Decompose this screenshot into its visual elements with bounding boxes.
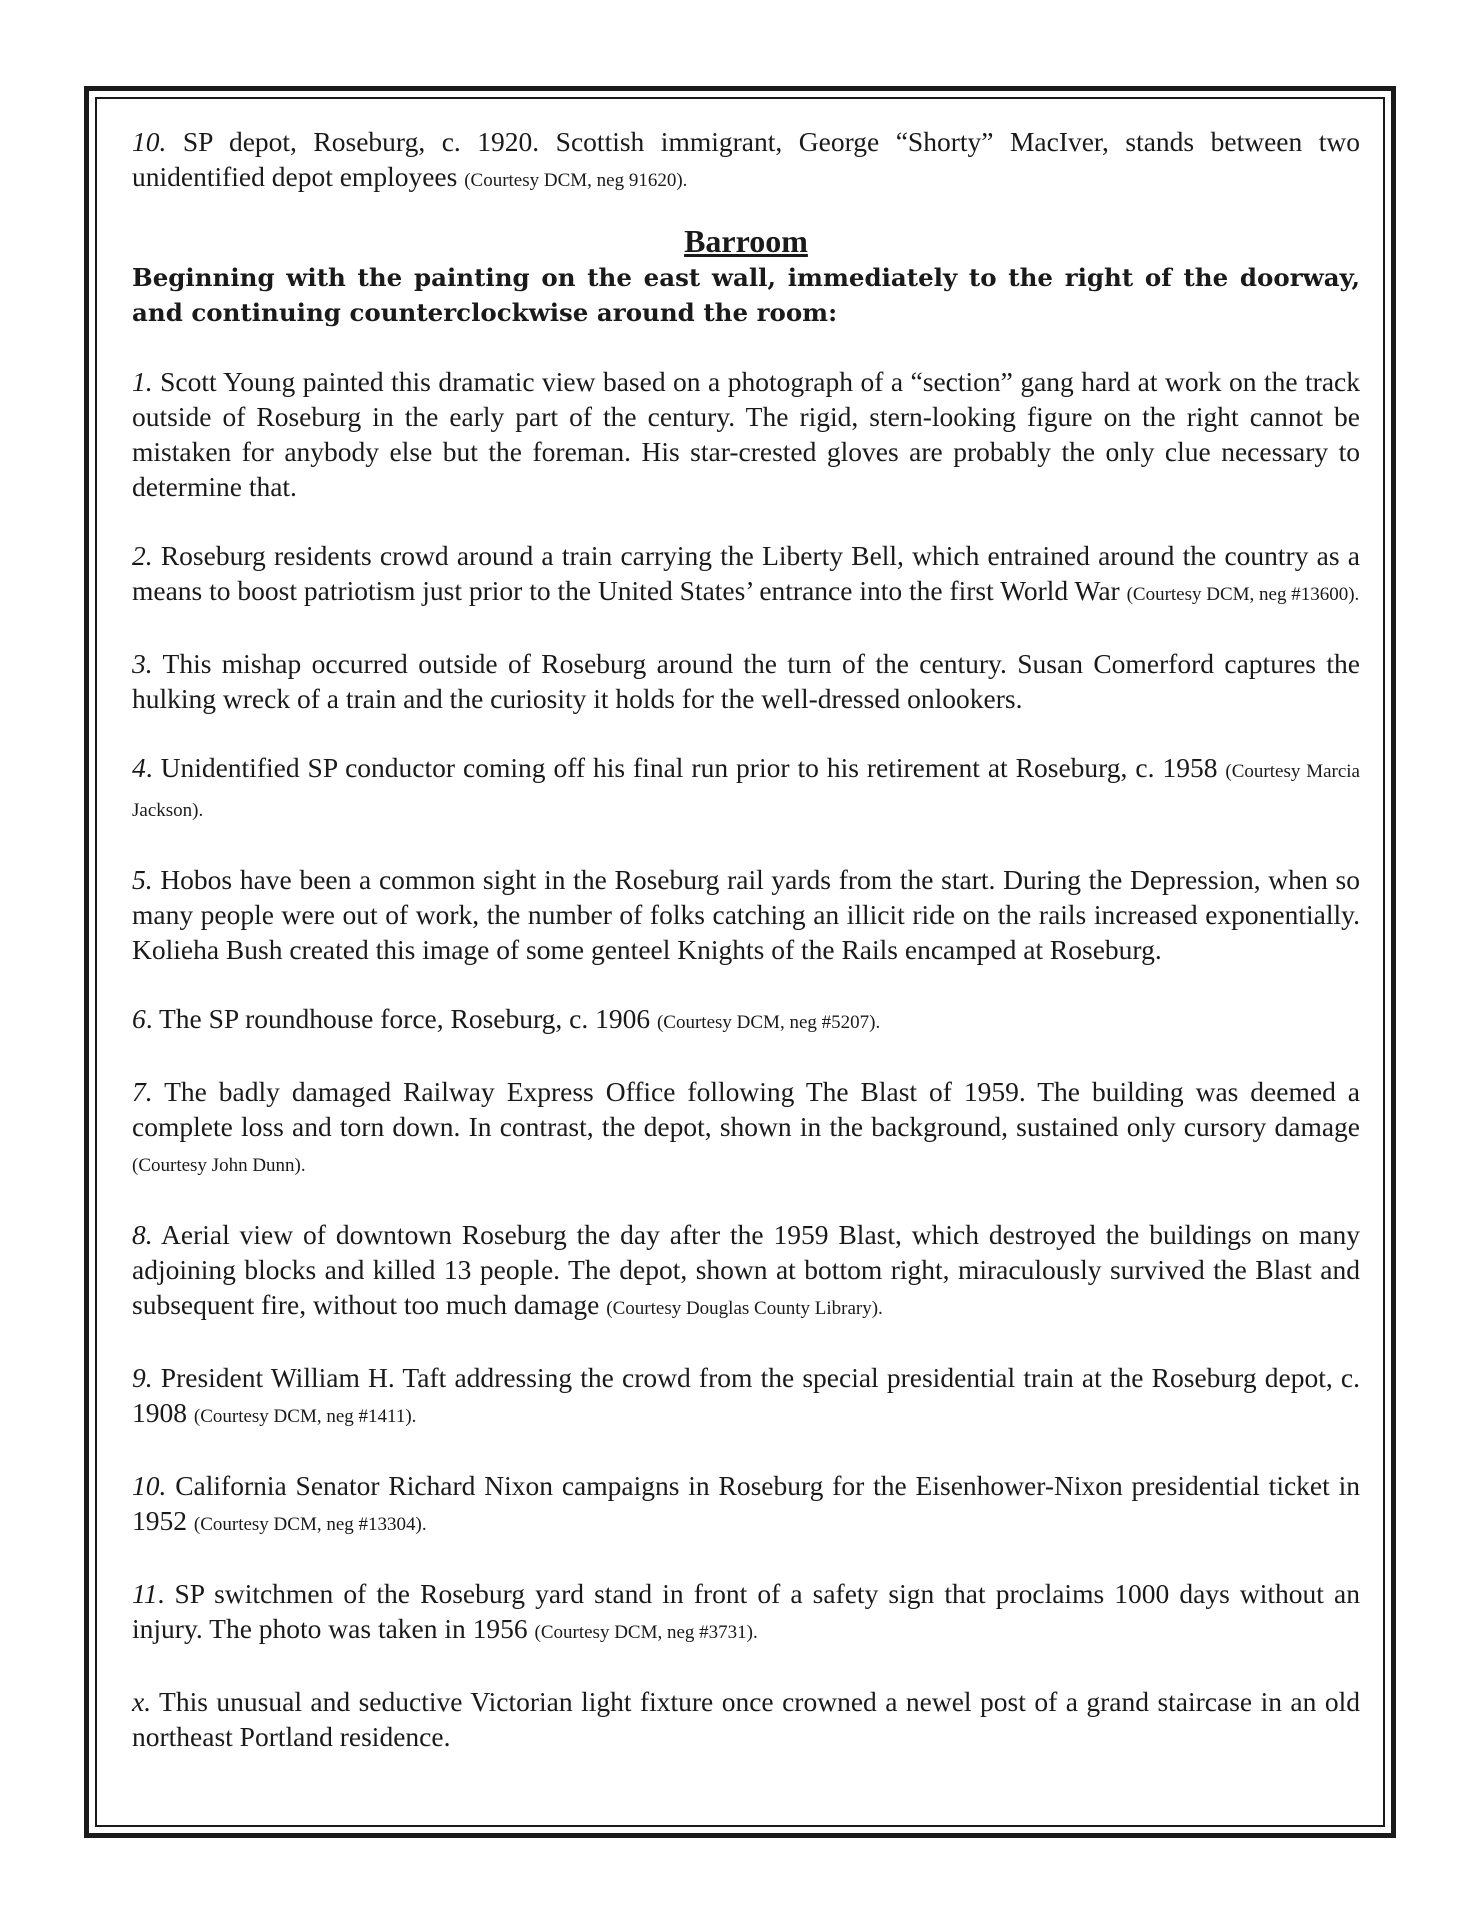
entry-number: x. xyxy=(132,1686,152,1717)
page-content xyxy=(132,124,1360,1788)
caption-entry xyxy=(132,750,1360,828)
entry-credit: (Courtesy DCM, neg 91620). xyxy=(464,170,688,191)
entry-text: Roseburg residents crowd around a train carrying the Liberty Bell, which entrained around the country as a means to boost patriotism just prior to the United States’ entrance into the first World War xyxy=(132,540,1360,606)
entry-credit: (Courtesy DCM, neg #1411). xyxy=(193,1406,417,1427)
entry-text: Hobos have been a common sight in the Roseburg rail yards from the start. During the Depression, when so many people were out of work, the number of folks catching an illicit ride on the rails increased exponentially. Kolieha Bush created this image of some genteel Knights of the Rails encamped at Roseburg. xyxy=(132,864,1360,965)
entry-credit: (Courtesy DCM, neg #13600). xyxy=(1126,584,1360,605)
caption-entry xyxy=(132,646,1360,716)
entry-number: 6 xyxy=(132,1003,146,1034)
caption-list xyxy=(132,364,1360,1754)
entry-text: . SP switchmen of the Roseburg yard stand in front of a safety sign that proclaims 1000 days without an injury. The photo was taken in 1956 xyxy=(132,1578,1360,1644)
entry-number: 9. xyxy=(132,1362,153,1393)
caption-entry xyxy=(132,1360,1360,1434)
entry-credit: (Courtesy Douglas County Library). xyxy=(606,1298,883,1319)
entry-text: California Senator Richard Nixon campaigns in Roseburg for the Eisenhower-Nixon presidential ticket in 1952 xyxy=(132,1470,1360,1536)
caption-entry xyxy=(132,1074,1360,1183)
caption-entry xyxy=(132,1001,1360,1040)
caption-entry xyxy=(132,364,1360,504)
caption-entry xyxy=(132,1576,1360,1650)
entry-text: This unusual and seductive Victorian light fixture once crowned a newel post of a grand staircase in an old northeast Portland residence. xyxy=(132,1686,1360,1752)
entry-credit: (Courtesy DCM, neg #3731). xyxy=(534,1622,758,1643)
entry-number: 10. xyxy=(132,1470,167,1501)
caption-entry xyxy=(132,1684,1360,1754)
entry-text: Aerial view of downtown Roseburg the day after the 1959 Blast, which destroyed the buildings on many adjoining blocks and killed 13 people. The depot, shown at bottom right, miraculously survived the Blast and subsequent fire, without too much damage xyxy=(132,1219,1360,1320)
caption-entry xyxy=(132,1217,1360,1326)
entry-text: . The SP roundhouse force, Roseburg, c. 1906 xyxy=(145,1003,657,1034)
entry-text: Scott Young painted this dramatic view based on a photograph of a “section” gang hard at work on the track outside of Roseburg in the early part of the century. The rigid, stern-looking figure on the right cannot be mistaken for anybody else but the foreman. His star-crested gloves are probably the only clue necessary to determine that. xyxy=(132,366,1360,502)
entry-credit: (Courtesy DCM, neg #13304). xyxy=(193,1514,427,1535)
entry-number: 5. xyxy=(132,864,153,895)
caption-entry xyxy=(132,1468,1360,1542)
entry-credit: (Courtesy Marcia Jackson). xyxy=(132,761,1360,821)
entry-number: 1. xyxy=(132,366,153,397)
entry-credit: (Courtesy DCM, neg #5207). xyxy=(656,1012,881,1033)
entry-number: 4 xyxy=(132,752,146,783)
top-entry xyxy=(132,124,1360,198)
entry-text: This mishap occurred outside of Roseburg around the turn of the century. Susan Comerford captures the hulking wreck of a train and the curiosity it holds for the well-dressed onlookers. xyxy=(132,648,1360,714)
entry-number: 7. xyxy=(132,1076,153,1107)
caption-entry xyxy=(132,862,1360,967)
caption-entry xyxy=(132,538,1360,612)
entry-text: . Unidentified SP conductor coming off his final run prior to his retirement at Roseburg, c. 1958 xyxy=(145,752,1226,783)
entry-text: The badly damaged Railway Express Office following The Blast of 1959. The building was deemed a complete loss and torn down. In contrast, the depot, shown in the background, sustained only cursory damage xyxy=(132,1076,1360,1142)
entry-number: 2. xyxy=(132,540,153,571)
section-title: Barroom xyxy=(684,223,808,259)
entry-number: 11 xyxy=(132,1578,158,1609)
entry-number: 3. xyxy=(132,648,153,679)
entry-number: 8. xyxy=(132,1219,153,1250)
entry-credit: (Courtesy John Dunn). xyxy=(132,1155,306,1176)
entry-text: President William H. Taft addressing the crowd from the special presidential train at the Roseburg depot, c. 1908 xyxy=(132,1362,1360,1428)
entry-number: 10. xyxy=(132,126,167,157)
section-intro: Beginning with the painting on the east wall, immediately to the right of the doorway, and continuing counterclockwise around the room: xyxy=(132,263,1360,327)
entry-text: SP depot, Roseburg, c. 1920. Scottish immigrant, George “Shorty” MacIver, stands between two unidentified depot employees xyxy=(132,126,1360,192)
